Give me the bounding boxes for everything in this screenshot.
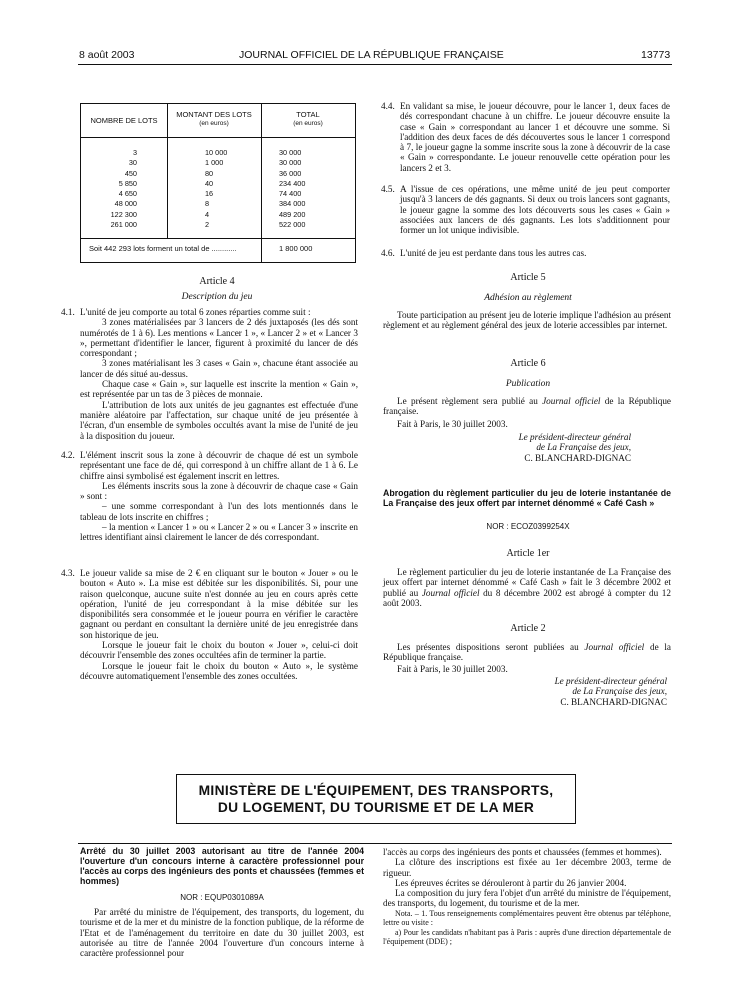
article-5-heading: Article 5 (510, 272, 546, 283)
montant-cell: 1 000 (205, 158, 224, 168)
signature-date-1: Fait à Paris, le 30 juillet 2003. (397, 419, 508, 429)
section-4-4: 4.4. En validant sa mise, le joueur découvre, pour le lancer 1, deux faces de dés correspondant chacune à un chiffre. Le joueur découvre ensuite la case « Gain » correspondant au lancer 1 et découvre une somme. Si l'addition des deux faces de dés découvertes sous le lancer 1 correspond à 7, le joueur gagne la somme inscrite sous la zone à découvrir de la case « Gain » correspondante. Le joueur renouvelle cette opération pour les lancers 2 et 3. (381, 101, 670, 173)
article-1-heading: Article 1er (506, 548, 550, 559)
total-cell: 30 000 (279, 148, 302, 157)
total-cell: 489 200 (279, 209, 306, 219)
montant-cell: 80 (205, 168, 214, 178)
article-5-text: Toute participation au présent jeu de loterie implique l'adhésion au présent règlement et au règlement général des jeux de loterie accessibles par internet. (383, 310, 671, 331)
section-4-5: 4.5. A l'issue de ces opérations, une même unité de jeu peut comporter jusqu'à 3 lancers de dés gagnants. Si deux ou trois lancers sont gagnants, le joueur gagne la somme des lots découverts sous les cases « Gain » associées aux lancers de dés gagnants. Les lots s'additionnent pour former un lot unique indivisible. (381, 184, 670, 236)
header-journal: JOURNAL OFFICIEL DE LA RÉPUBLIQUE FRANÇAISE (239, 49, 504, 61)
header-page-number: 13773 (641, 49, 671, 61)
total-cell: 522 000 (279, 220, 306, 230)
ministry-heading: MINISTÈRE DE L'ÉQUIPEMENT, DES TRANSPORTS, DU LOGEMENT, DU TOURISME ET DE LA MER (176, 774, 576, 824)
nombre-cell: 48 000 (114, 199, 137, 209)
arrete-title: Arrêté du 30 juillet 2003 autorisant au titre de l'année 2004 l'ouverture d'un concours interne à caractère professionnel pour l'accès au corps des ingénieurs des ponts et chaussées (femmes et hommes) (80, 846, 364, 886)
article-2-text: Les présentes dispositions seront publiées au Journal officiel de la République française. (383, 642, 671, 663)
montant-cell: 16 (205, 189, 214, 199)
section-4-6: 4.6. L'unité de jeu est perdante dans tous les autres cas. (381, 248, 587, 258)
montant-cell: 2 (205, 220, 210, 230)
article-6-text: Le présent règlement sera publié au Journal officiel de la République française. (383, 396, 671, 417)
arrete-nor: NOR : EQUP0301089A (180, 893, 264, 902)
arrete-continuation: l'accès au corps des ingénieurs des ponts et chaussées (femmes et hommes). La clôture des inscriptions est fixée au 1er décembre 2003, terme de rigueur. Les épreuves écrites se dérouleront à partir du 26 janvier 2004. La composition du jury fera l'objet d'un arrêté du ministre de l'équipement, des transports, du logement, du tourisme et de la mer. Nota. – 1. Tous renseignements complémentaires peuvent être obtenus par téléphone, lettre ou visite : a) Pour les candidats n'habitant pas à Paris : auprès d'une direction départementale de l'équipement (DDE) ; (383, 847, 671, 946)
header-rule (78, 64, 672, 65)
column-header-montant: MONTANT DES LOTS (en euros) (176, 110, 252, 127)
section-4-2: 4.2. L'élément inscrit sous la zone à découvrir de chaque dé est un symbole représentant une face de dé, qui correspond à un chiffre allant de 1 à 6. Le chiffre ainsi symbolisé est également inscrit en lettres. Les éléments inscrits sous la zone à découvrir de chaque case « Gain » sont : – une somme correspondant à l'un des lots mentionnés dans le tableau de lots inscrite en chiffres ; – la mention « Lancer 1 » ou « Lancer 2 » ou « Lancer 3 » inscrite en lettres identifiant ainsi clairement le lancer de dés correspondant. (61, 450, 358, 543)
nombre-cell: 261 000 (110, 220, 137, 230)
montant-cell: 40 (205, 178, 214, 188)
montant-cell: 10 000 (205, 148, 228, 157)
total-cell: 36 000 (279, 168, 302, 178)
nombre-cell: 4 650 (118, 189, 137, 199)
total-column (279, 148, 305, 230)
section-4-1: 4.1. L'unité de jeu comporte au total 6 zones réparties comme suit : 3 zones matérialisées par 3 lancers de 2 dés juxtaposés (les dés sont numérotés de 1 à 6). Les mentions « Lancer 1 », « Lancer 2 » et « Lancer 3 », permettant d'identifier le lancer, figurent à proximité du lancer de dés correspondant ; 3 zones matérialisant les 3 cases « Gain », chacune étant associée au lancer de dés situé au-dessus. Chaque case « Gain », sur laquelle est inscrite la mention « Gain », est représentée par un tas de 3 pièces de monnaie. L'attribution de lots aux unités de jeu gagnantes est effectuée d'une manière aléatoire par l'affectation, sur chaque unité de jeu présentée à l'écran, d'un ensemble de symboles occultés avant la mise de l'unité de jeu à la disposition du joueur. (61, 307, 358, 441)
article-6-heading: Article 6 (510, 358, 546, 369)
nombre-cell: 450 (124, 168, 137, 178)
abrogation-title: Abrogation du règlement particulier du jeu de loterie instantanée de La Française des jeux offert par internet dénommé « Café Cash » (383, 488, 671, 508)
total-cell: 384 000 (279, 199, 306, 209)
article-4-subtitle: Description du jeu (181, 292, 253, 302)
signature-block-1: Le président-directeur général de La Française des jeux, C. BLANCHARD-DIGNAC (518, 432, 631, 463)
article-2-heading: Article 2 (510, 623, 546, 634)
montant-column (205, 148, 227, 230)
column-header-nombre: NOMBRE DE LOTS (90, 116, 158, 125)
section-rule (78, 843, 672, 844)
nombre-cell: 122 300 (110, 209, 137, 219)
abrogation-nor: NOR : ECOZ0399254X (486, 522, 570, 531)
montant-cell: 4 (205, 209, 210, 219)
nombre-column (111, 148, 137, 230)
nombre-cell: 30 (128, 158, 137, 168)
total-cell: 30 000 (279, 158, 302, 168)
nombre-cell: 5 850 (118, 178, 137, 188)
lots-table (80, 103, 356, 263)
nombre-cell: 3 (132, 148, 137, 157)
arrete-body: Par arrêté du ministre de l'équipement, des transports, du logement, du tourisme et de la mer et du ministre de la fonction publique, de la réforme de l'Etat et de l'aménagement du territoire en date du 30 juillet 2003, est autorisée au titre de l'année 2004 l'ouverture d'un concours interne à caractère professionnel pour (80, 907, 364, 959)
column-header-total: TOTAL (en euros) (293, 110, 323, 127)
article-5-subtitle: Adhésion au règlement (484, 293, 572, 303)
signature-date-2: Fait à Paris, le 30 juillet 2003. (397, 664, 508, 674)
montant-cell: 8 (205, 199, 210, 209)
header-date: 8 août 2003 (79, 49, 135, 61)
total-cell: 74 400 (279, 189, 302, 199)
section-4-3: 4.3. Le joueur valide sa mise de 2 € en cliquant sur le bouton « Jouer » ou le bouton « Auto ». La mise est débitée sur les disponibilités. Si, pour une raison quelconque, aucune suite n'est donnée au jeu en cours après cette opération, l'unité de jeu correspondant à la mise débitée sur les disponibilités sera consommée et le joueur pourra en vérifier le caractère gagnant ou perdant en consultant la dernière unité de jeu enregistrée dans son historique de jeu. Lorsque le joueur fait le choix du bouton « Jouer », celui-ci doit découvrir l'ensemble des zones occultées afin de terminer la partie. Lorsque le joueur fait le choix du bouton « Auto », le système découvre automatiquement l'ensemble des zones occultées. (61, 568, 358, 681)
table-footer-label: Soit 442 293 lots forment un total de ............ (89, 244, 237, 253)
article-1-text: Le règlement particulier du jeu de loterie instantanée de La Française des jeux offert par internet dénommé « Café Cash » fait le 3 décembre 2002 et publié au Journal officiel du 8 décembre 2002 est abrogé à compter du 12 août 2003. (383, 567, 671, 608)
table-footer-total: 1 800 000 (279, 244, 313, 253)
total-cell: 234 400 (279, 178, 306, 188)
article-6-subtitle: Publication (505, 379, 551, 389)
article-4-heading: Article 4 (199, 276, 235, 287)
signature-block-2: Le président-directeur général de La Française des jeux, C. BLANCHARD-DIGNAC (554, 676, 667, 707)
